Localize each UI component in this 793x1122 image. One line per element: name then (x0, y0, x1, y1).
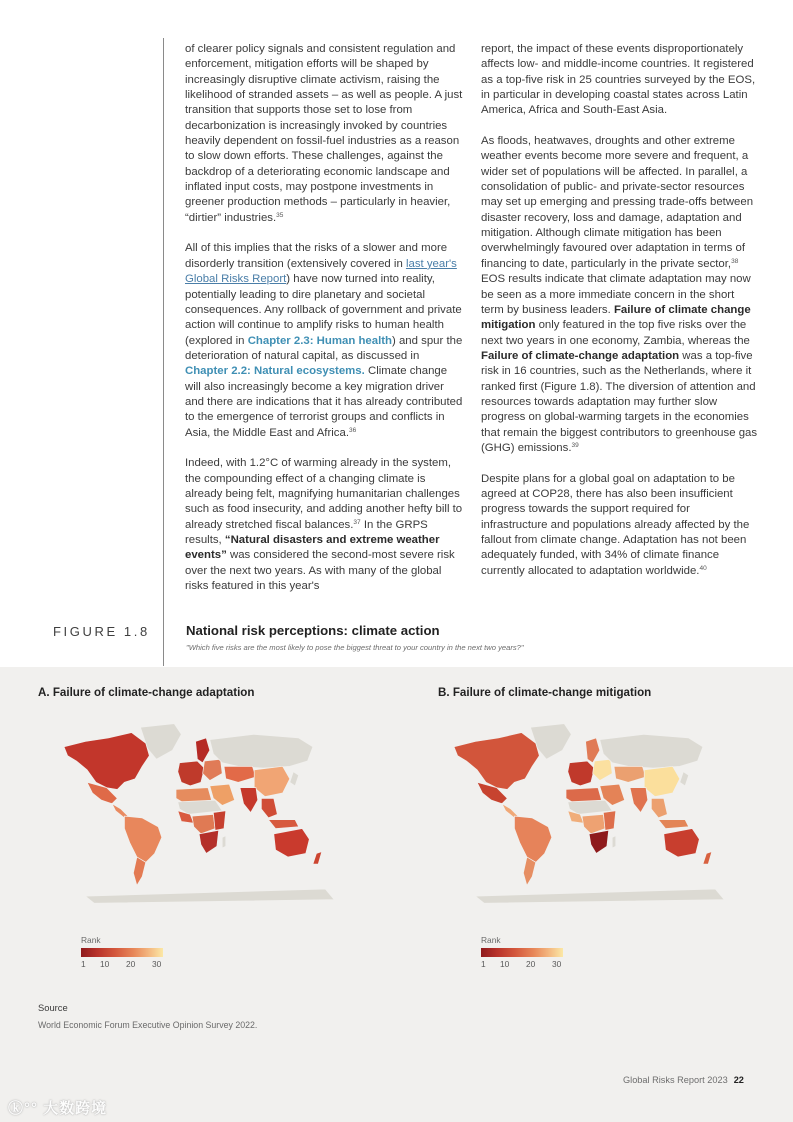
text-run: As floods, heatwaves, droughts and other extreme weather events become more severe and frequent, a wider set of populations will be affected. In parallel, a consolidation of public- and private-sector resources may set up emerging and pressing trade-offs between disaster recovery, loss and damage, adaptation and mitigation. Although climate mitigation has been overwhelmingly favoured over adaptation in terms of financing to date, particularly in the private sector, (481, 135, 754, 270)
figure-panel (0, 667, 793, 1122)
map-a-world-choropleth (32, 705, 352, 913)
legend-ticks (481, 959, 571, 971)
legend-tick: 10 (500, 959, 510, 969)
region-china (254, 766, 290, 796)
paragraph-p1 (185, 42, 463, 226)
region-indonesia (268, 820, 298, 829)
figure-title: National risk perceptions: climate action (186, 623, 440, 638)
region-se-asia (651, 798, 667, 818)
region-europe-west (178, 761, 205, 786)
region-russia (600, 734, 703, 768)
legend-gradient-bar (481, 948, 563, 957)
legend-label: Rank (81, 935, 101, 945)
region-indonesia (658, 820, 688, 829)
region-north-america (454, 733, 539, 790)
region-southern-cone (523, 857, 535, 885)
region-southern-africa (589, 830, 609, 853)
paragraph-p6 (481, 472, 759, 579)
region-new-zealand (703, 852, 712, 864)
emphasis: “Natural disasters and extreme weather events” (185, 534, 440, 562)
region-madagascar (222, 836, 226, 848)
source-heading: Source (38, 1002, 68, 1013)
legend-tick: 30 (152, 959, 162, 969)
watermark-text: 大数跨境 (43, 1100, 108, 1117)
text-run: ) have now turned into reality, potentially leading to dire planetary and societal consequences. Any rollback of government and private action will continue to amplify risks to human health (explored in (185, 273, 462, 347)
region-antarctica (475, 889, 724, 903)
region-india (630, 788, 648, 813)
region-southern-africa (199, 830, 219, 853)
region-japan (680, 772, 689, 786)
map-b-rank-legend (481, 935, 571, 971)
legend-tick: 30 (552, 959, 562, 969)
region-australia (664, 829, 700, 857)
region-scandinavia (586, 738, 600, 763)
footnote-ref[interactable]: 36 (349, 426, 357, 434)
region-east-africa (213, 811, 225, 831)
region-central-africa (192, 814, 215, 834)
text-run: Indeed, with 1.2°C of warming already in the system, the compounding effect of a changing climate is already being felt, magnifying humanitarian challenges such as food insecurity, and adding another hefty bill to already stretched fiscal balances. (185, 457, 463, 531)
report-link[interactable]: last year's Global Risks Report (185, 257, 457, 286)
column-divider (163, 38, 164, 666)
legend-tick: 1 (481, 959, 486, 969)
legend-tick: 1 (81, 959, 86, 969)
region-central-asia (224, 766, 256, 782)
region-central-america (502, 804, 518, 818)
map-b-world-choropleth (422, 705, 742, 913)
footnote-ref[interactable]: 35 (276, 211, 284, 219)
text-run: of clearer policy signals and consistent regulation and enforcement, mitigation efforts will be shaped by increasingly disruptive climate activism, raising the likelihood of stranded assets – as well as people. A just transition that supports those set to lose from decarbonization is increasingly invoked by countries heavily dependent on fossil-fuel industries as a reason to slow down efforts. These challenges, against the backdrop of a deteriorating economic landscape and inflated input costs, may postpone investments in greener production methods – particularly in heavier, “dirtier” industries. (185, 43, 463, 224)
chapter-link[interactable]: Chapter 2.3: Human health (247, 334, 392, 347)
region-central-america (112, 804, 128, 818)
region-europe-west (568, 761, 595, 786)
legend-tick: 20 (526, 959, 536, 969)
footnote-ref[interactable]: 39 (571, 441, 579, 449)
report-name: Global Risks Report 2023 (623, 1075, 728, 1085)
emphasis: Failure of climate-change adaptation (481, 349, 680, 362)
text-run: ) and spur the deterioration of natural capital, as discussed in (185, 334, 463, 362)
paragraph-p4 (481, 42, 759, 119)
region-scandinavia (196, 738, 210, 763)
region-se-asia (261, 798, 277, 818)
legend-tick: 20 (126, 959, 136, 969)
text-run: report, the impact of these events disproportionately affects low- and middle-income countries. It registered as a top-five risk in 25 countries surveyed by the EOS, in particular in developing coastal states across Latin America, Africa and South-East Asia. (481, 43, 756, 117)
text-run: only featured in the top five risks over the next two years in one economy, Zambia, whereas the (481, 319, 750, 347)
region-southern-cone (133, 857, 145, 885)
region-russia (210, 734, 313, 768)
legend-tick: 10 (100, 959, 110, 969)
emphasis: Failure of climate change mitigation (481, 303, 751, 332)
paragraph-p2 (185, 241, 463, 440)
source-text: World Economic Forum Executive Opinion Survey 2022. (38, 1020, 258, 1030)
region-south-america (514, 816, 551, 862)
region-east-africa (603, 811, 615, 831)
text-run: Climate change will also increasingly become a key migration driver and there are indications that it has already contributed to the emergence of terrorist groups and conflicts in Asia, the Middle East and Africa. (185, 365, 463, 439)
region-india (240, 788, 258, 813)
paragraph-p5 (481, 134, 759, 456)
text-run: was a top-five risk in 16 countries, such as the Netherlands, where it ranked first (Figure 1.8). The diversion of attention and resources towards adaptation may further slow progress on global-warming targets in the economies that remain the biggest contributors to greenhouse gas (GHG) emissions. (481, 349, 758, 454)
map-a-title: A. Failure of climate-change adaptation (38, 686, 255, 699)
chapter-link[interactable]: Chapter 2.2: Natural ecosystems. (185, 365, 365, 378)
text-run: All of this implies that the risks of a slower and more disorderly transition (extensively covered in (185, 242, 448, 270)
right-text-column (481, 42, 759, 594)
page-number: 22 (733, 1075, 744, 1085)
text-run: In the GRPS results, (185, 518, 428, 546)
footnote-ref[interactable]: 38 (731, 257, 739, 265)
region-china (644, 766, 680, 796)
watermark (8, 1097, 107, 1118)
legend-label: Rank (481, 935, 501, 945)
watermark-logo-icon: ⓚ°° (8, 1100, 38, 1117)
map-b-title: B. Failure of climate-change mitigation (438, 686, 652, 699)
region-central-asia (614, 766, 646, 782)
region-australia (274, 829, 310, 857)
figure-label: FIGURE 1.8 (53, 624, 150, 639)
paragraph-p3 (185, 456, 463, 594)
legend-gradient-bar (81, 948, 163, 957)
left-text-column (185, 42, 463, 610)
region-new-zealand (313, 852, 322, 864)
text-run: EOS results indicate that climate adaptation may now be seen as a more immediate concern in the short term by business leaders. (481, 273, 751, 316)
footnote-ref[interactable]: 37 (353, 518, 361, 526)
text-run: was considered the second-most severe risk over the next two years. As with many of the global risks featured in this year's (185, 549, 455, 593)
region-antarctica (85, 889, 334, 903)
map-a-rank-legend (81, 935, 171, 971)
page-footer (623, 1075, 744, 1085)
footnote-ref[interactable]: 40 (699, 564, 707, 572)
region-europe-east (203, 759, 223, 780)
region-central-africa (582, 814, 605, 834)
text-run: Despite plans for a global goal on adaptation to be agreed at COP28, there has also been insufficient progress towards the support required for infrastructure and populations already affected by the fallout from climate change. Adaptation has not been adequately funded, with 34% of climate finance currently allocated to adaptation worldwide. (481, 472, 750, 577)
legend-ticks (81, 959, 171, 971)
region-europe-east (593, 759, 613, 780)
region-madagascar (612, 836, 616, 848)
figure-subtitle: "Which five risks are the most likely to pose the biggest threat to your country in the next two years?" (186, 643, 524, 652)
region-japan (290, 772, 299, 786)
region-north-america (64, 733, 149, 790)
region-south-america (124, 816, 161, 862)
